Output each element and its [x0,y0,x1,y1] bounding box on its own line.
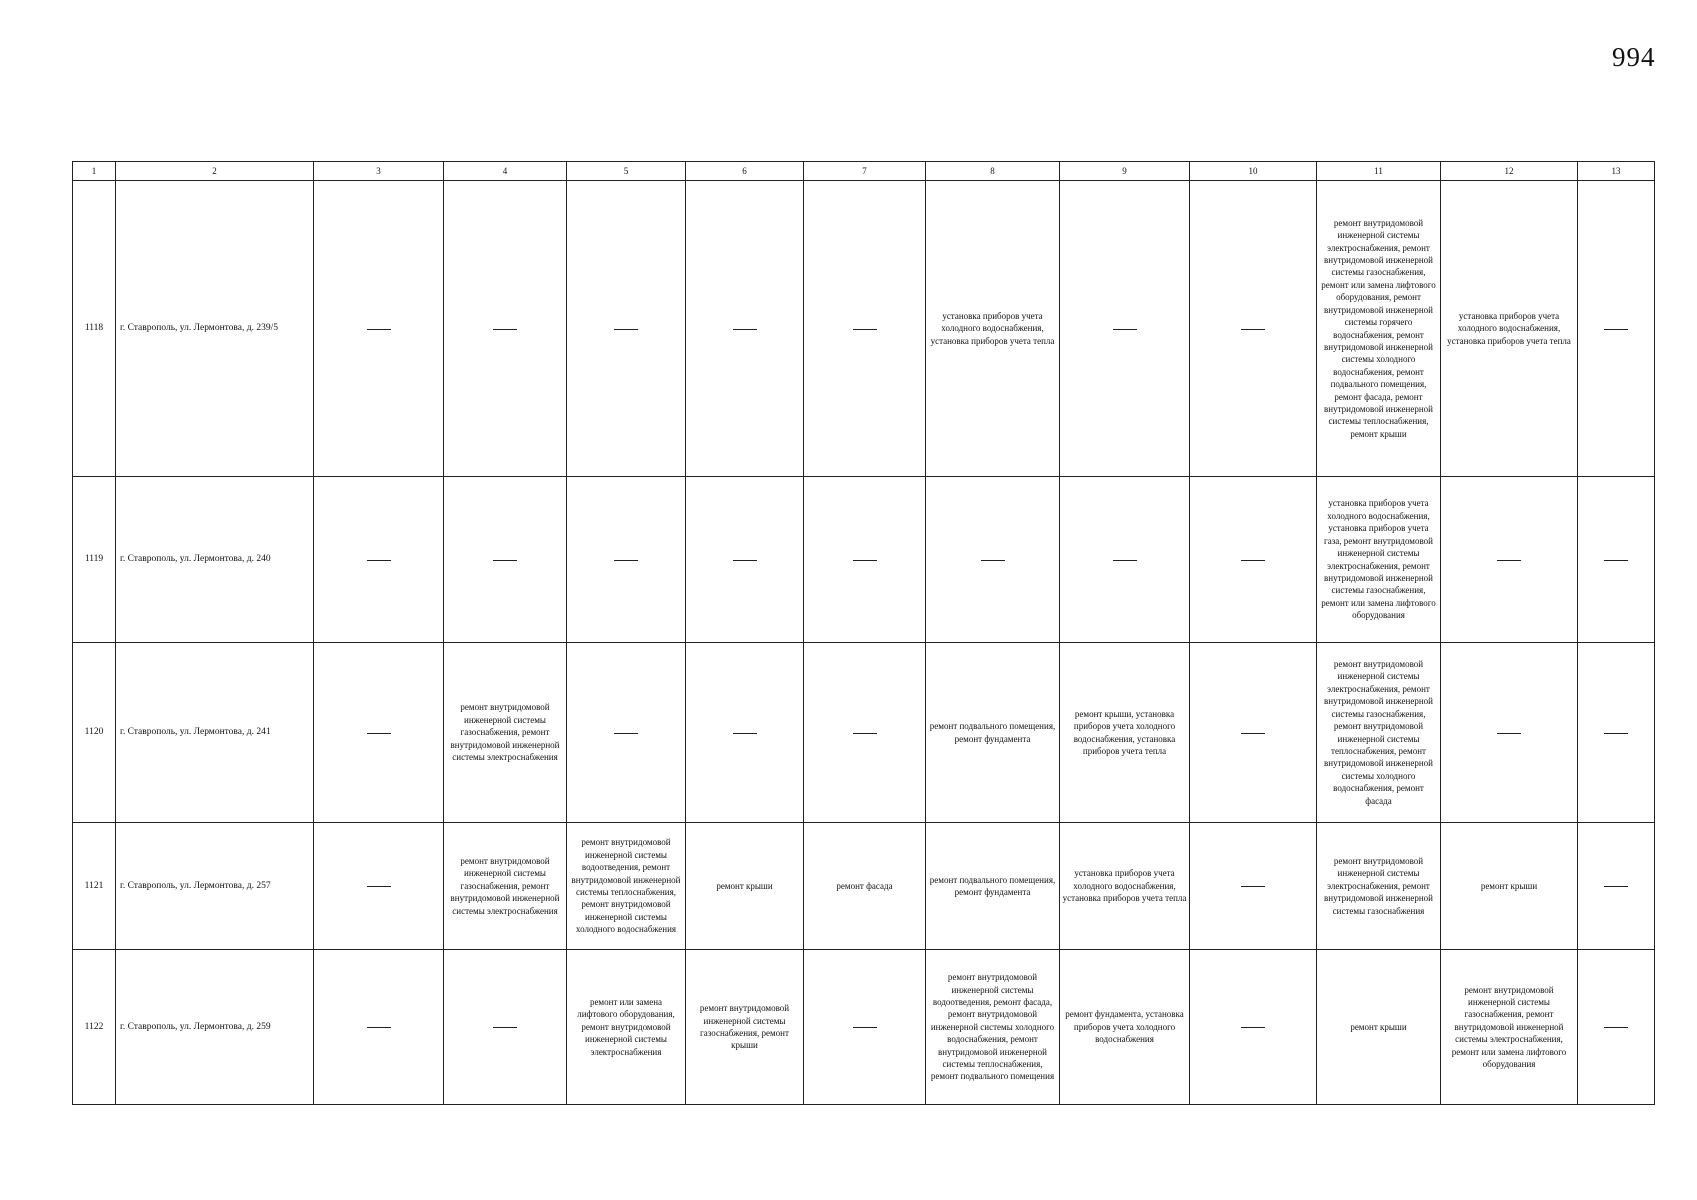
empty-cell-col-5 [567,643,686,823]
empty-cell-col-9 [1060,477,1190,643]
row-number-cell: 1118 [73,181,116,477]
dash-mark [1241,329,1265,330]
column-number-header: 13 [1578,162,1655,181]
dash-mark [1241,1027,1265,1028]
address-cell: г. Ставрополь, ул. Лермонтова, д. 257 [116,823,314,950]
dash-mark [614,560,638,561]
empty-cell-col-12 [1441,643,1578,823]
column-number-header: 1 [73,162,116,181]
column-number-header: 2 [116,162,314,181]
work-cell-col-12: ремонт крыши [1441,823,1578,950]
address-cell: г. Ставрополь, ул. Лермонтова, д. 259 [116,950,314,1105]
empty-cell-col-10 [1190,643,1317,823]
dash-mark [733,733,757,734]
empty-cell-col-9 [1060,181,1190,477]
column-number-header: 7 [804,162,926,181]
table-row [73,477,1655,643]
empty-cell-col-3 [314,823,444,950]
column-number-header-row [73,162,1655,181]
empty-cell-col-4 [444,477,567,643]
empty-cell-col-6 [686,477,804,643]
work-cell-col-8: ремонт подвального помещения, ремонт фундамента [926,643,1060,823]
column-number-header: 3 [314,162,444,181]
address-cell: г. Ставрополь, ул. Лермонтова, д. 241 [116,643,314,823]
row-number-cell: 1121 [73,823,116,950]
empty-cell-col-13 [1578,823,1655,950]
address-cell: г. Ставрополь, ул. Лермонтова, д. 240 [116,477,314,643]
dash-mark [1604,329,1628,330]
work-cell-col-9: установка приборов учета холодного водоснабжения, установка приборов учета тепла [1060,823,1190,950]
dash-mark [1241,560,1265,561]
dash-mark [1113,560,1137,561]
schedule-table-container [72,161,1654,1103]
work-cell-col-5: ремонт внутридомовой инженерной системы водоотведения, ремонт внутридомовой инженерной системы теплоснабжения, ремонт внутридомовой инженерной системы холодного водоснабжения [567,823,686,950]
empty-cell-col-6 [686,643,804,823]
dash-mark [367,886,391,887]
work-cell-col-6: ремонт внутридомовой инженерной системы газоснабжения, ремонт крыши [686,950,804,1105]
empty-cell-col-3 [314,950,444,1105]
work-cell-col-4: ремонт внутридомовой инженерной системы газоснабжения, ремонт внутридомовой инженерной системы электроснабжения [444,643,567,823]
dash-mark [981,560,1005,561]
row-number-cell: 1119 [73,477,116,643]
empty-cell-col-7 [804,643,926,823]
empty-cell-col-7 [804,950,926,1105]
dash-mark [1604,886,1628,887]
dash-mark [367,560,391,561]
dash-mark [1604,733,1628,734]
empty-cell-col-5 [567,181,686,477]
empty-cell-col-10 [1190,950,1317,1105]
empty-cell-col-8 [926,477,1060,643]
empty-cell-col-5 [567,477,686,643]
column-number-header: 9 [1060,162,1190,181]
work-cell-col-9: ремонт крыши, установка приборов учета холодного водоснабжения, установка приборов учета тепла [1060,643,1190,823]
empty-cell-col-6 [686,181,804,477]
empty-cell-col-10 [1190,181,1317,477]
column-number-header: 5 [567,162,686,181]
work-cell-col-6: ремонт крыши [686,823,804,950]
page-number: 994 [1612,42,1656,72]
dash-mark [1241,886,1265,887]
dash-mark [853,329,877,330]
work-cell-col-11: ремонт внутридомовой инженерной системы электроснабжения, ремонт внутридомовой инженерной системы газоснабжения, ремонт внутридомовой инженерной системы теплоснабжения, ремонт внутридомовой инженерной системы холодного водоснабжения, ремонт фасада [1317,643,1441,823]
work-cell-col-11: ремонт внутридомовой инженерной системы электроснабжения, ремонт внутридомовой инженерной системы газоснабжения [1317,823,1441,950]
empty-cell-col-12 [1441,477,1578,643]
dash-mark [1241,733,1265,734]
dash-mark [367,1027,391,1028]
work-cell-col-12: установка приборов учета холодного водоснабжения, установка приборов учета тепла [1441,181,1578,477]
column-number-header: 4 [444,162,567,181]
empty-cell-col-7 [804,181,926,477]
dash-mark [614,733,638,734]
work-cell-col-9: ремонт фундамента, установка приборов учета холодного водоснабжения [1060,950,1190,1105]
work-cell-col-7: ремонт фасада [804,823,926,950]
dash-mark [493,1027,517,1028]
schedule-table [72,161,1655,1105]
empty-cell-col-7 [804,477,926,643]
column-number-header: 6 [686,162,804,181]
column-number-header: 11 [1317,162,1441,181]
work-cell-col-4: ремонт внутридомовой инженерной системы газоснабжения, ремонт внутридомовой инженерной системы электроснабжения [444,823,567,950]
dash-mark [1604,560,1628,561]
empty-cell-col-10 [1190,477,1317,643]
dash-mark [614,329,638,330]
row-number-cell: 1120 [73,643,116,823]
dash-mark [493,329,517,330]
empty-cell-col-4 [444,181,567,477]
dash-mark [853,1027,877,1028]
work-cell-col-8: ремонт внутридомовой инженерной системы водоотведения, ремонт фасада, ремонт внутридомовой инженерной системы холодного водоснабжения, ремонт внутридомовой инженерной системы теплоснабжения, ремонт подвального помещения [926,950,1060,1105]
dash-mark [1113,329,1137,330]
work-cell-col-11: установка приборов учета холодного водоснабжения, установка приборов учета газа, ремонт внутридомовой инженерной системы электроснабжения, ремонт внутридомовой инженерной системы газоснабжения, ремонт или замена лифтового оборудования [1317,477,1441,643]
dash-mark [367,329,391,330]
table-row [73,181,1655,477]
empty-cell-col-10 [1190,823,1317,950]
dash-mark [853,733,877,734]
row-number-cell: 1122 [73,950,116,1105]
dash-mark [1497,733,1521,734]
dash-mark [1497,560,1521,561]
dash-mark [733,560,757,561]
table-row [73,823,1655,950]
column-number-header: 8 [926,162,1060,181]
table-row [73,950,1655,1105]
empty-cell-col-13 [1578,181,1655,477]
dash-mark [733,329,757,330]
dash-mark [367,733,391,734]
work-cell-col-12: ремонт внутридомовой инженерной системы газоснабжения, ремонт внутридомовой инженерной системы электроснабжения, ремонт или замена лифтового оборудования [1441,950,1578,1105]
empty-cell-col-3 [314,477,444,643]
dash-mark [853,560,877,561]
work-cell-col-8: ремонт подвального помещения, ремонт фундамента [926,823,1060,950]
work-cell-col-11: ремонт крыши [1317,950,1441,1105]
table-body [73,181,1655,1105]
work-cell-col-5: ремонт или замена лифтового оборудования, ремонт внутридомовой инженерной системы электроснабжения [567,950,686,1105]
work-cell-col-11: ремонт внутридомовой инженерной системы электроснабжения, ремонт внутридомовой инженерной системы газоснабжения, ремонт или замена лифтового оборудования, ремонт внутридомовой инженерной системы горячего водоснабжения, ремонт внутридомовой инженерной системы холодного водоснабжения, ремонт подвального помещения, ремонт фасада, ремонт внутридомовой инженерной системы теплоснабжения, ремонт крыши [1317,181,1441,477]
column-number-header: 10 [1190,162,1317,181]
empty-cell-col-13 [1578,477,1655,643]
empty-cell-col-13 [1578,643,1655,823]
empty-cell-col-4 [444,950,567,1105]
empty-cell-col-3 [314,181,444,477]
empty-cell-col-3 [314,643,444,823]
column-number-header: 12 [1441,162,1578,181]
table-row [73,643,1655,823]
dash-mark [1604,1027,1628,1028]
work-cell-col-8: установка приборов учета холодного водоснабжения, установка приборов учета тепла [926,181,1060,477]
dash-mark [493,560,517,561]
empty-cell-col-13 [1578,950,1655,1105]
address-cell: г. Ставрополь, ул. Лермонтова, д. 239/5 [116,181,314,477]
